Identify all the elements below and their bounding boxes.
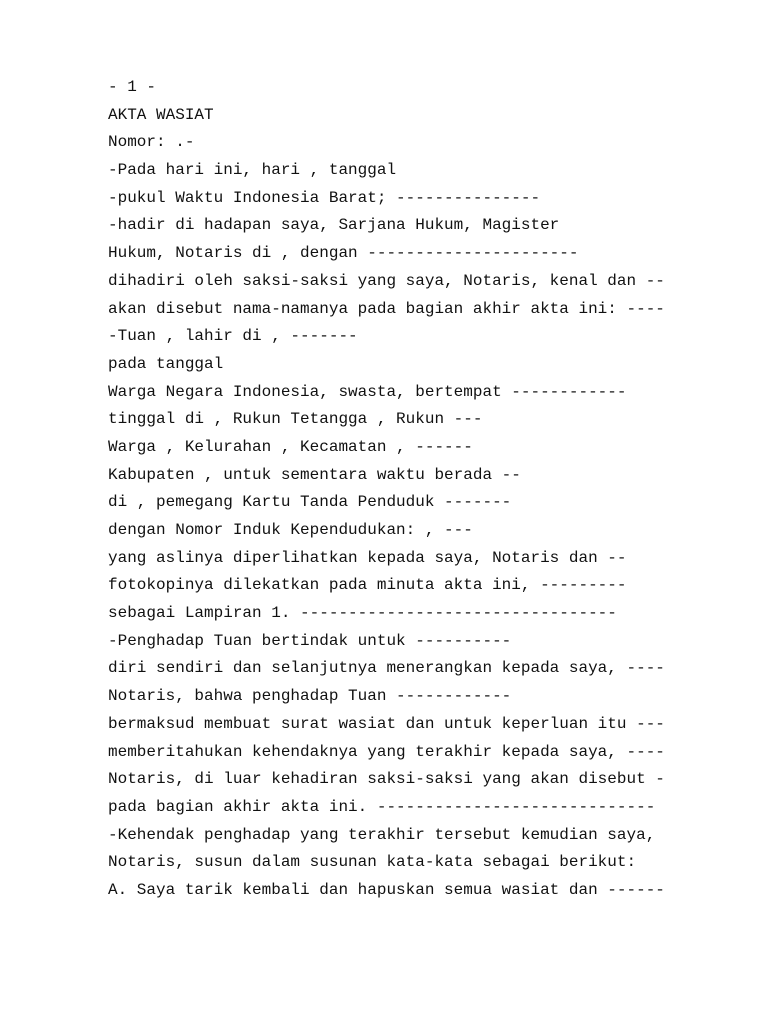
text-line: bermaksud membuat surat wasiat dan untuk keperluan itu --- bbox=[108, 714, 665, 733]
text-line: Notaris, susun dalam susunan kata-kata sebagai berikut: bbox=[108, 853, 637, 872]
text-line: Notaris, bahwa penghadap Tuan ------------ bbox=[108, 687, 512, 706]
text-line: -hadir di hadapan saya, Sarjana Hukum, Magister bbox=[108, 216, 560, 235]
text-line: -Penghadap Tuan bertindak untuk ---------- bbox=[108, 631, 512, 650]
text-line: pada bagian akhir akta ini. ----------------------------- bbox=[108, 797, 656, 816]
text-line: sebagai Lampiran 1. --------------------------------- bbox=[108, 604, 617, 623]
text-line: Hukum, Notaris di , dengan ---------------------- bbox=[108, 244, 579, 263]
text-line: A. Saya tarik kembali dan hapuskan semua wasiat dan ------ bbox=[108, 880, 665, 899]
text-line: Warga Negara Indonesia, swasta, bertempat ------------ bbox=[108, 382, 627, 401]
text-line: tinggal di , Rukun Tetangga , Rukun --- bbox=[108, 410, 483, 429]
text-line: akan disebut nama-namanya pada bagian akhir akta ini: ---- bbox=[108, 299, 665, 318]
text-line: -Kehendak penghadap yang terakhir tersebut kemudian saya, bbox=[108, 825, 656, 844]
text-line: memberitahukan kehendaknya yang terakhir kepada saya, ---- bbox=[108, 742, 665, 761]
text-line: -pukul Waktu Indonesia Barat; --------------- bbox=[108, 188, 541, 207]
text-line: Kabupaten , untuk sementara waktu berada -- bbox=[108, 465, 521, 484]
page-number: - 1 - bbox=[108, 78, 157, 96]
text-line: yang aslinya diperlihatkan kepada saya, Notaris dan -- bbox=[108, 548, 627, 567]
text-line: Warga , Kelurahan , Kecamatan , ------ bbox=[108, 437, 473, 456]
document-page bbox=[108, 74, 708, 905]
text-line: -Tuan , lahir di , ------- bbox=[108, 327, 358, 346]
text-line: di , pemegang Kartu Tanda Penduduk ------- bbox=[108, 493, 512, 512]
text-line: dihadiri oleh saksi-saksi yang saya, Notaris, kenal dan -- bbox=[108, 271, 665, 290]
text-line: dengan Nomor Induk Kependudukan: , --- bbox=[108, 521, 473, 539]
text-line: Notaris, di luar kehadiran saksi-saksi yang akan disebut - bbox=[108, 770, 665, 789]
text-line: fotokopinya dilekatkan pada minuta akta ini, --------- bbox=[108, 576, 627, 595]
text-line: pada tanggal bbox=[108, 354, 224, 373]
text-line: Nomor: .- bbox=[108, 133, 195, 152]
document-title: AKTA WASIAT bbox=[108, 105, 214, 124]
text-line: -Pada hari ini, hari , tanggal bbox=[108, 161, 397, 180]
text-line: diri sendiri dan selanjutnya menerangkan kepada saya, ---- bbox=[108, 659, 665, 678]
